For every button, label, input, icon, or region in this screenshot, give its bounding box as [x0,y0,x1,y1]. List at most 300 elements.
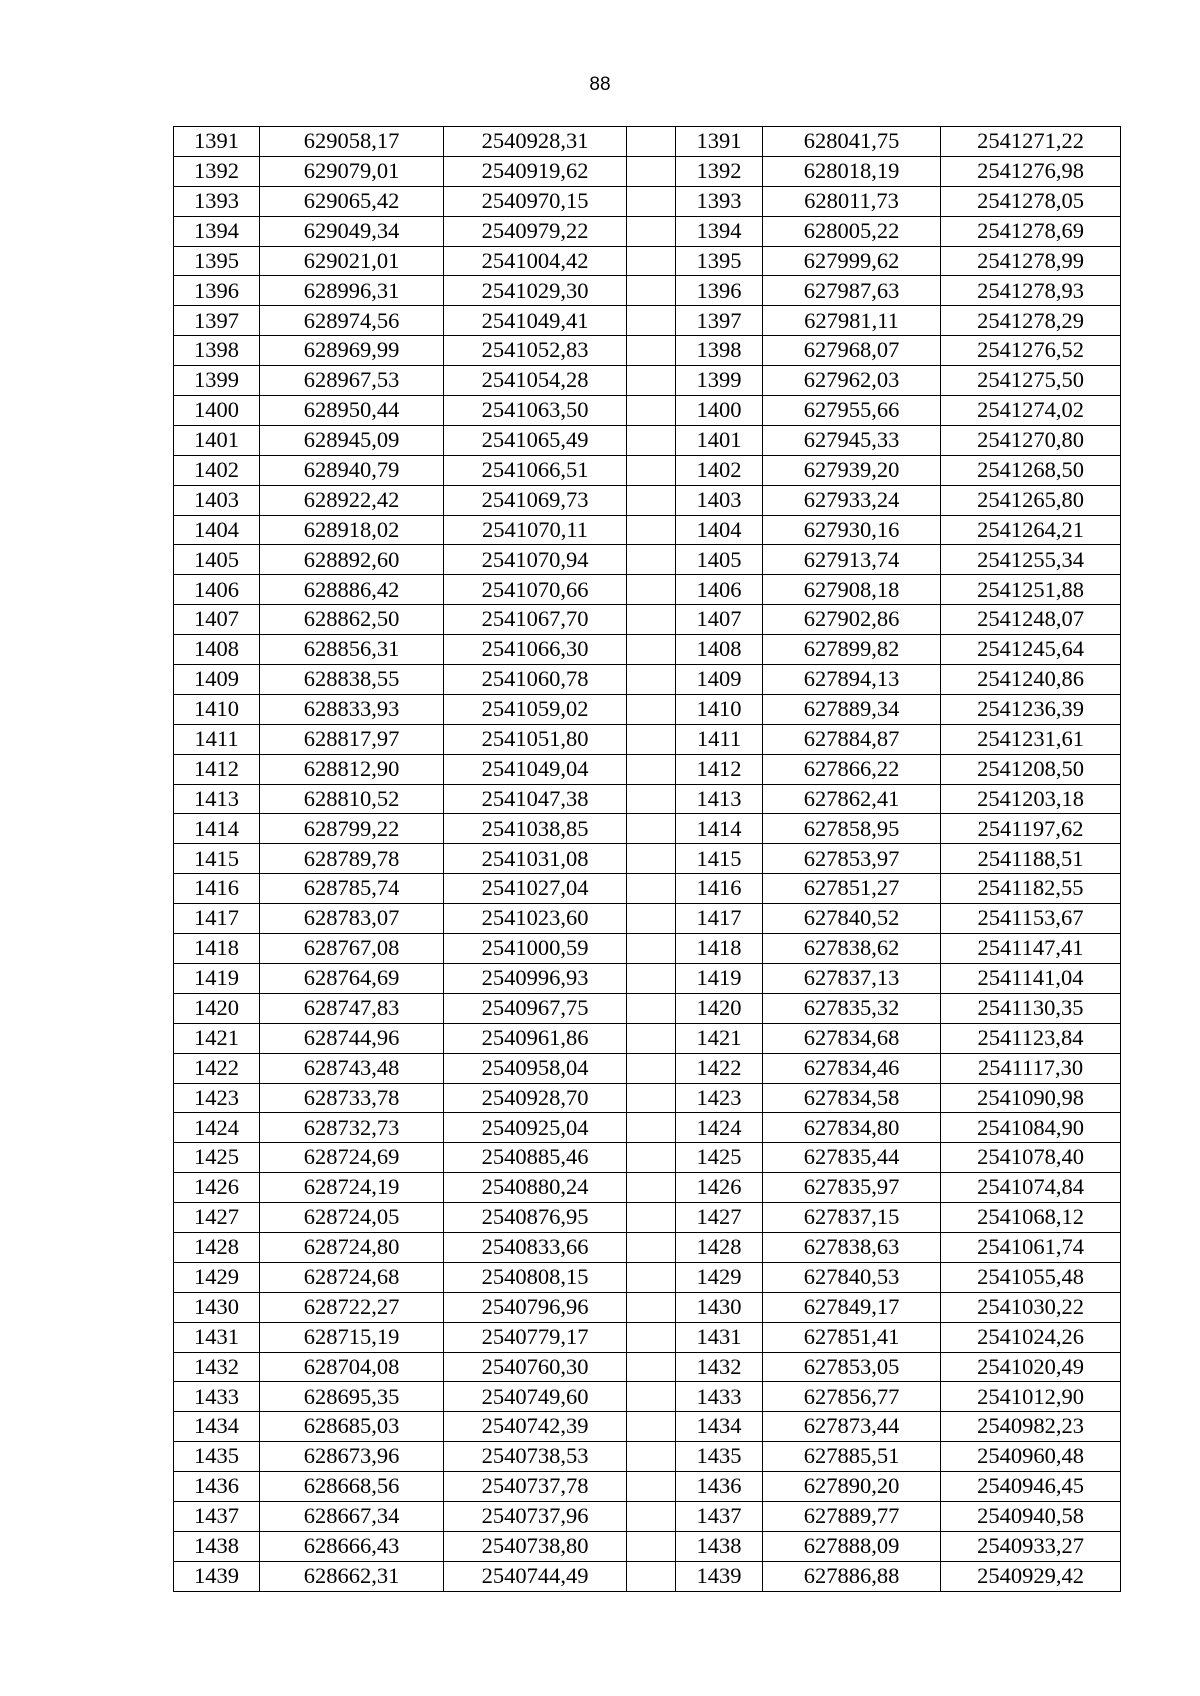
spacer-cell [627,306,676,336]
y-coordinate-left: 2541060,78 [444,665,627,695]
x-coordinate-right: 627933,24 [763,485,941,515]
table-row [174,515,1121,545]
spacer-cell [627,1322,676,1352]
point-number-left: 1423 [174,1083,260,1113]
spacer-cell [627,575,676,605]
point-number-left: 1393 [174,186,260,216]
x-coordinate-left: 628668,56 [260,1472,444,1502]
spacer-cell [627,127,676,157]
y-coordinate-right: 2540946,45 [941,1472,1121,1502]
x-coordinate-left: 628886,42 [260,575,444,605]
y-coordinate-left: 2541023,60 [444,904,627,934]
x-coordinate-left: 628685,03 [260,1412,444,1442]
point-number-right: 1426 [676,1173,763,1203]
y-coordinate-left: 2541065,49 [444,425,627,455]
spacer-cell [627,156,676,186]
y-coordinate-right: 2541068,12 [941,1203,1121,1233]
point-number-left: 1417 [174,904,260,934]
spacer-cell [627,366,676,396]
spacer-cell [627,904,676,934]
spacer-cell [627,485,676,515]
point-number-right: 1422 [676,1053,763,1083]
table-row [174,874,1121,904]
point-number-left: 1431 [174,1322,260,1352]
y-coordinate-left: 2541031,08 [444,844,627,874]
y-coordinate-right: 2541268,50 [941,455,1121,485]
x-coordinate-right: 627858,95 [763,814,941,844]
y-coordinate-right: 2541182,55 [941,874,1121,904]
y-coordinate-left: 2541000,59 [444,934,627,964]
x-coordinate-right: 628011,73 [763,186,941,216]
table-row [174,1203,1121,1233]
spacer-cell [627,963,676,993]
y-coordinate-right: 2541024,26 [941,1322,1121,1352]
x-coordinate-left: 629049,34 [260,216,444,246]
y-coordinate-right: 2541276,52 [941,336,1121,366]
y-coordinate-right: 2541278,05 [941,186,1121,216]
point-number-left: 1407 [174,605,260,635]
spacer-cell [627,1352,676,1382]
table-row [174,366,1121,396]
spacer-cell [627,1442,676,1472]
table-row [174,425,1121,455]
table-row [174,485,1121,515]
y-coordinate-right: 2540933,27 [941,1531,1121,1561]
point-number-left: 1408 [174,635,260,665]
table-row [174,1561,1121,1591]
table-row [174,993,1121,1023]
spacer-cell [627,186,676,216]
point-number-left: 1406 [174,575,260,605]
spacer-cell [627,336,676,366]
point-number-left: 1403 [174,485,260,515]
table-row [174,1023,1121,1053]
spacer-cell [627,276,676,306]
y-coordinate-right: 2541240,86 [941,665,1121,695]
y-coordinate-left: 2540925,04 [444,1113,627,1143]
x-coordinate-left: 628785,74 [260,874,444,904]
table-row [174,1143,1121,1173]
y-coordinate-right: 2541278,93 [941,276,1121,306]
x-coordinate-right: 627885,51 [763,1442,941,1472]
point-number-right: 1434 [676,1412,763,1442]
x-coordinate-right: 627902,86 [763,605,941,635]
point-number-left: 1421 [174,1023,260,1053]
y-coordinate-left: 2540833,66 [444,1232,627,1262]
point-number-right: 1410 [676,694,763,724]
point-number-left: 1395 [174,246,260,276]
y-coordinate-left: 2540979,22 [444,216,627,246]
x-coordinate-right: 627955,66 [763,396,941,426]
x-coordinate-right: 627945,33 [763,425,941,455]
point-number-right: 1393 [676,186,763,216]
y-coordinate-left: 2540738,80 [444,1531,627,1561]
point-number-left: 1436 [174,1472,260,1502]
y-coordinate-right: 2541208,50 [941,754,1121,784]
point-number-right: 1437 [676,1501,763,1531]
table-row [174,635,1121,665]
spacer-cell [627,1232,676,1262]
table-row [174,156,1121,186]
point-number-right: 1400 [676,396,763,426]
x-coordinate-right: 627968,07 [763,336,941,366]
x-coordinate-right: 627862,41 [763,784,941,814]
point-number-left: 1435 [174,1442,260,1472]
y-coordinate-left: 2540928,31 [444,127,627,157]
table-row [174,1232,1121,1262]
y-coordinate-right: 2540982,23 [941,1412,1121,1442]
y-coordinate-left: 2540737,78 [444,1472,627,1502]
point-number-right: 1398 [676,336,763,366]
y-coordinate-right: 2541271,22 [941,127,1121,157]
y-coordinate-right: 2540940,58 [941,1501,1121,1531]
point-number-right: 1439 [676,1561,763,1591]
y-coordinate-left: 2541047,38 [444,784,627,814]
y-coordinate-right: 2541117,30 [941,1053,1121,1083]
point-number-left: 1438 [174,1531,260,1561]
point-number-left: 1415 [174,844,260,874]
point-number-left: 1412 [174,754,260,784]
y-coordinate-left: 2540967,75 [444,993,627,1023]
y-coordinate-left: 2540996,93 [444,963,627,993]
y-coordinate-left: 2540796,96 [444,1292,627,1322]
y-coordinate-left: 2541052,83 [444,336,627,366]
point-number-right: 1394 [676,216,763,246]
table-row [174,844,1121,874]
y-coordinate-left: 2540885,46 [444,1143,627,1173]
y-coordinate-left: 2541029,30 [444,276,627,306]
table-row [174,216,1121,246]
table-row [174,545,1121,575]
x-coordinate-left: 628747,83 [260,993,444,1023]
y-coordinate-right: 2541084,90 [941,1113,1121,1143]
y-coordinate-right: 2540929,42 [941,1561,1121,1591]
y-coordinate-right: 2541248,07 [941,605,1121,635]
point-number-left: 1411 [174,724,260,754]
y-coordinate-left: 2540961,86 [444,1023,627,1053]
spacer-cell [627,724,676,754]
point-number-left: 1420 [174,993,260,1023]
spacer-cell [627,515,676,545]
spacer-cell [627,1173,676,1203]
x-coordinate-left: 628724,80 [260,1232,444,1262]
point-number-right: 1414 [676,814,763,844]
spacer-cell [627,1083,676,1113]
spacer-cell [627,1561,676,1591]
table-row [174,724,1121,754]
x-coordinate-left: 628838,55 [260,665,444,695]
y-coordinate-right: 2541078,40 [941,1143,1121,1173]
x-coordinate-left: 628922,42 [260,485,444,515]
y-coordinate-right: 2541275,50 [941,366,1121,396]
x-coordinate-right: 627838,62 [763,934,941,964]
x-coordinate-right: 628041,75 [763,127,941,157]
spacer-cell [627,874,676,904]
y-coordinate-right: 2541276,98 [941,156,1121,186]
table-row [174,754,1121,784]
y-coordinate-right: 2541130,35 [941,993,1121,1023]
y-coordinate-left: 2540749,60 [444,1382,627,1412]
point-number-right: 1396 [676,276,763,306]
point-number-left: 1401 [174,425,260,455]
y-coordinate-right: 2541020,49 [941,1352,1121,1382]
table-row [174,396,1121,426]
x-coordinate-left: 628799,22 [260,814,444,844]
point-number-right: 1429 [676,1262,763,1292]
y-coordinate-right: 2541278,99 [941,246,1121,276]
x-coordinate-right: 627987,63 [763,276,941,306]
spacer-cell [627,1262,676,1292]
x-coordinate-right: 627962,03 [763,366,941,396]
spacer-cell [627,665,676,695]
y-coordinate-right: 2541188,51 [941,844,1121,874]
x-coordinate-left: 628892,60 [260,545,444,575]
x-coordinate-left: 628856,31 [260,635,444,665]
x-coordinate-left: 628733,78 [260,1083,444,1113]
x-coordinate-right: 627908,18 [763,575,941,605]
coordinates-table-body [174,127,1121,1592]
x-coordinate-left: 628783,07 [260,904,444,934]
point-number-right: 1428 [676,1232,763,1262]
x-coordinate-left: 629079,01 [260,156,444,186]
point-number-left: 1397 [174,306,260,336]
x-coordinate-left: 628743,48 [260,1053,444,1083]
x-coordinate-right: 627930,16 [763,515,941,545]
point-number-right: 1419 [676,963,763,993]
y-coordinate-right: 2541255,34 [941,545,1121,575]
x-coordinate-right: 627853,05 [763,1352,941,1382]
x-coordinate-left: 629058,17 [260,127,444,157]
point-number-left: 1437 [174,1501,260,1531]
coordinates-table [173,126,1121,1592]
spacer-cell [627,246,676,276]
x-coordinate-right: 627851,27 [763,874,941,904]
x-coordinate-right: 627835,44 [763,1143,941,1173]
x-coordinate-left: 628833,93 [260,694,444,724]
x-coordinate-right: 627894,13 [763,665,941,695]
spacer-cell [627,605,676,635]
y-coordinate-right: 2541236,39 [941,694,1121,724]
point-number-left: 1402 [174,455,260,485]
point-number-left: 1430 [174,1292,260,1322]
x-coordinate-left: 628704,08 [260,1352,444,1382]
table-row [174,963,1121,993]
y-coordinate-right: 2541012,90 [941,1382,1121,1412]
point-number-left: 1405 [174,545,260,575]
y-coordinate-left: 2541066,30 [444,635,627,665]
x-coordinate-right: 627834,46 [763,1053,941,1083]
y-coordinate-left: 2541049,41 [444,306,627,336]
x-coordinate-right: 627856,77 [763,1382,941,1412]
y-coordinate-left: 2541067,70 [444,605,627,635]
table-row [174,934,1121,964]
y-coordinate-right: 2541090,98 [941,1083,1121,1113]
point-number-right: 1403 [676,485,763,515]
spacer-cell [627,1053,676,1083]
y-coordinate-right: 2541055,48 [941,1262,1121,1292]
y-coordinate-right: 2541203,18 [941,784,1121,814]
point-number-right: 1402 [676,455,763,485]
point-number-left: 1398 [174,336,260,366]
x-coordinate-left: 628967,53 [260,366,444,396]
y-coordinate-right: 2541074,84 [941,1173,1121,1203]
point-number-right: 1412 [676,754,763,784]
y-coordinate-left: 2540744,49 [444,1561,627,1591]
x-coordinate-right: 627890,20 [763,1472,941,1502]
point-number-left: 1409 [174,665,260,695]
x-coordinate-right: 627849,17 [763,1292,941,1322]
x-coordinate-left: 628974,56 [260,306,444,336]
point-number-right: 1416 [676,874,763,904]
x-coordinate-right: 627838,63 [763,1232,941,1262]
spacer-cell [627,396,676,426]
table-row [174,1352,1121,1382]
point-number-right: 1415 [676,844,763,874]
x-coordinate-left: 628789,78 [260,844,444,874]
x-coordinate-right: 627981,11 [763,306,941,336]
table-row [174,127,1121,157]
point-number-right: 1418 [676,934,763,964]
x-coordinate-right: 627837,15 [763,1203,941,1233]
spacer-cell [627,1023,676,1053]
x-coordinate-right: 627899,82 [763,635,941,665]
page-number: 88 [589,74,611,95]
x-coordinate-left: 628732,73 [260,1113,444,1143]
y-coordinate-right: 2541264,21 [941,515,1121,545]
x-coordinate-right: 627886,88 [763,1561,941,1591]
x-coordinate-left: 628666,43 [260,1531,444,1561]
x-coordinate-left: 628810,52 [260,784,444,814]
table-row [174,814,1121,844]
point-number-right: 1395 [676,246,763,276]
x-coordinate-right: 627853,97 [763,844,941,874]
table-row [174,1292,1121,1322]
spacer-cell [627,1143,676,1173]
spacer-cell [627,1292,676,1322]
point-number-right: 1401 [676,425,763,455]
table-row [174,1442,1121,1472]
x-coordinate-right: 627840,53 [763,1262,941,1292]
x-coordinate-left: 628945,09 [260,425,444,455]
x-coordinate-right: 627913,74 [763,545,941,575]
y-coordinate-left: 2540760,30 [444,1352,627,1382]
x-coordinate-left: 628862,50 [260,605,444,635]
x-coordinate-left: 628996,31 [260,276,444,306]
y-coordinate-left: 2540738,53 [444,1442,627,1472]
spacer-cell [627,993,676,1023]
y-coordinate-right: 2541265,80 [941,485,1121,515]
x-coordinate-right: 627888,09 [763,1531,941,1561]
y-coordinate-left: 2541070,11 [444,515,627,545]
point-number-right: 1420 [676,993,763,1023]
y-coordinate-right: 2541270,80 [941,425,1121,455]
y-coordinate-right: 2541153,67 [941,904,1121,934]
x-coordinate-left: 628767,08 [260,934,444,964]
point-number-left: 1419 [174,963,260,993]
point-number-left: 1418 [174,934,260,964]
table-row [174,306,1121,336]
x-coordinate-right: 627834,58 [763,1083,941,1113]
x-coordinate-left: 628724,68 [260,1262,444,1292]
spacer-cell [627,1472,676,1502]
y-coordinate-right: 2541197,62 [941,814,1121,844]
table-row [174,904,1121,934]
point-number-left: 1391 [174,127,260,157]
y-coordinate-left: 2540737,96 [444,1501,627,1531]
spacer-cell [627,784,676,814]
table-row [174,575,1121,605]
spacer-cell [627,425,676,455]
y-coordinate-right: 2541147,41 [941,934,1121,964]
point-number-left: 1413 [174,784,260,814]
x-coordinate-left: 628695,35 [260,1382,444,1412]
y-coordinate-left: 2541069,73 [444,485,627,515]
y-coordinate-left: 2541066,51 [444,455,627,485]
table-row [174,1173,1121,1203]
table-row [174,336,1121,366]
point-number-right: 1438 [676,1531,763,1561]
table-row [174,246,1121,276]
x-coordinate-left: 628764,69 [260,963,444,993]
y-coordinate-right: 2541278,69 [941,216,1121,246]
point-number-right: 1427 [676,1203,763,1233]
y-coordinate-left: 2541051,80 [444,724,627,754]
point-number-right: 1431 [676,1322,763,1352]
x-coordinate-left: 628722,27 [260,1292,444,1322]
table-row [174,1412,1121,1442]
x-coordinate-right: 627939,20 [763,455,941,485]
point-number-right: 1407 [676,605,763,635]
point-number-left: 1426 [174,1173,260,1203]
table-row [174,1322,1121,1352]
table-row [174,1262,1121,1292]
y-coordinate-left: 2540928,70 [444,1083,627,1113]
x-coordinate-left: 628724,69 [260,1143,444,1173]
x-coordinate-right: 627866,22 [763,754,941,784]
spacer-cell [627,1382,676,1412]
point-number-right: 1425 [676,1143,763,1173]
point-number-left: 1439 [174,1561,260,1591]
spacer-cell [627,1501,676,1531]
x-coordinate-right: 627873,44 [763,1412,941,1442]
x-coordinate-left: 628715,19 [260,1322,444,1352]
point-number-right: 1408 [676,635,763,665]
point-number-left: 1432 [174,1352,260,1382]
table-row [174,1083,1121,1113]
table-row [174,1113,1121,1143]
spacer-cell [627,844,676,874]
x-coordinate-left: 628744,96 [260,1023,444,1053]
point-number-left: 1416 [174,874,260,904]
point-number-right: 1432 [676,1352,763,1382]
point-number-left: 1414 [174,814,260,844]
point-number-left: 1433 [174,1382,260,1412]
y-coordinate-right: 2541141,04 [941,963,1121,993]
y-coordinate-left: 2540880,24 [444,1173,627,1203]
y-coordinate-left: 2541059,02 [444,694,627,724]
x-coordinate-right: 627835,97 [763,1173,941,1203]
y-coordinate-left: 2541027,04 [444,874,627,904]
table-row [174,1531,1121,1561]
spacer-cell [627,694,676,724]
y-coordinate-right: 2541231,61 [941,724,1121,754]
point-number-left: 1396 [174,276,260,306]
table-row [174,276,1121,306]
spacer-cell [627,1203,676,1233]
x-coordinate-left: 628724,19 [260,1173,444,1203]
table-row [174,1053,1121,1083]
table-row [174,186,1121,216]
